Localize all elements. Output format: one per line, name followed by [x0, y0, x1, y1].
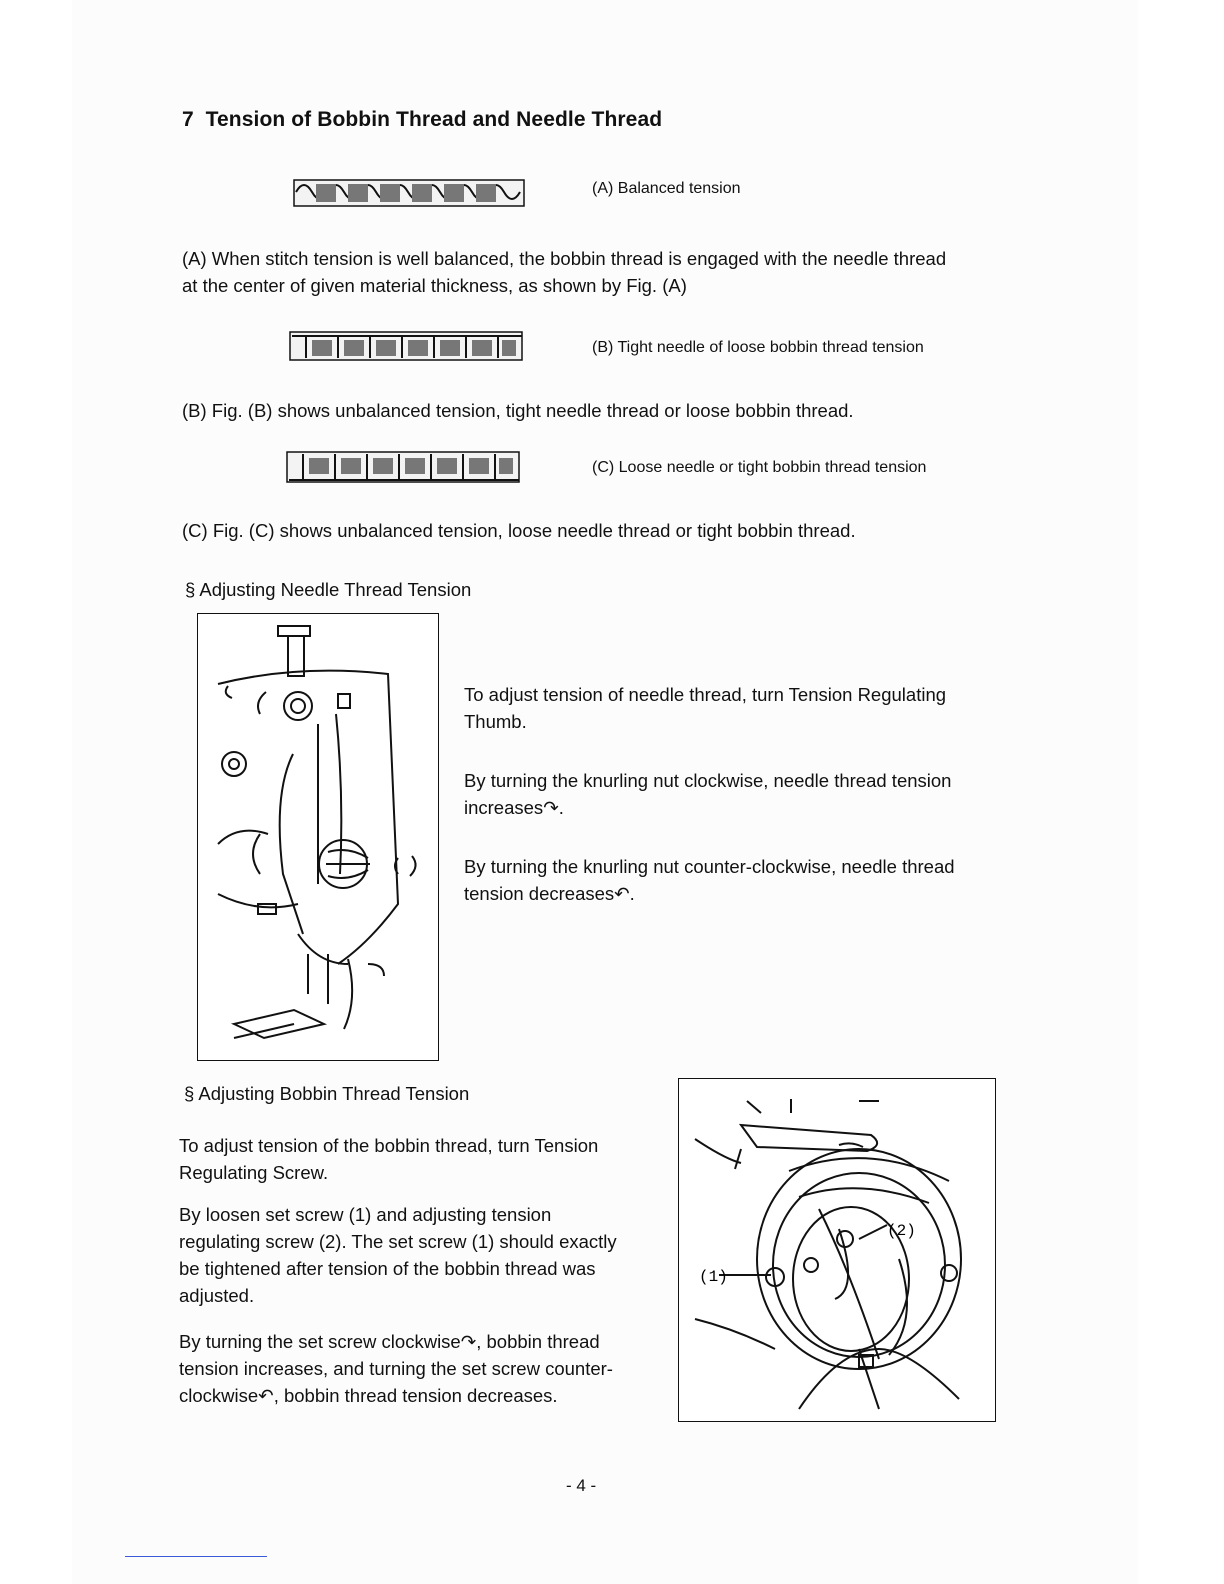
paragraph-b: (B) Fig. (B) shows unbalanced tension, tight needle thread or loose bobbin thread. [182, 400, 854, 421]
clockwise-arrow-icon: ↷ [543, 797, 559, 818]
bobbin-paragraph-1: To adjust tension of the bobbin thread, turn Tension Regulating Screw. [179, 1135, 599, 1183]
sewing-head-drawing [198, 614, 438, 1060]
clockwise-arrow-icon: ↷ [460, 1331, 477, 1352]
page-number: - 4 - [566, 1476, 597, 1495]
stitch-figure-c [283, 448, 523, 488]
bobbin-section-heading: § Adjusting Bobbin Thread Tension [184, 1083, 470, 1104]
bobbin-case-illustration [678, 1078, 996, 1422]
needle-paragraph-3: By turning the knurling nut counter-clockwise, needle thread tension decreases↶. [464, 856, 955, 904]
paragraph-c: (C) Fig. (C) shows unbalanced tension, loose needle thread or tight bobbin thread. [182, 520, 856, 541]
regulating-screw-label: (2) [887, 1222, 916, 1240]
figure-b-caption: (B) Tight needle of loose bobbin thread tension [592, 339, 924, 356]
stitch-figure-a [290, 172, 530, 214]
bobbin-paragraph-3: By turning the set screw clockwise↷, bobbin thread tension increases, and turning the set screw counter- clockwise↶, bobbin thread tension decreases. [179, 1331, 613, 1406]
footer-rule [125, 1556, 267, 1557]
needle-section-heading: § Adjusting Needle Thread Tension [185, 579, 472, 600]
bobbin-paragraph-2: By loosen set screw (1) and adjusting tension regulating screw (2). The set screw (1) should exactly be tightened after tension of the bobbin thread was adjusted. [179, 1204, 617, 1306]
paragraph-a: (A) When stitch tension is well balanced, the bobbin thread is engaged with the needle thread at the center of given material thickness, as shown by Fig. (A) [182, 248, 947, 296]
needle-paragraph-1: To adjust tension of needle thread, turn Tension Regulating Thumb. [464, 684, 947, 732]
counter-clockwise-arrow-icon: ↶ [258, 1385, 274, 1406]
section-heading: 7 Tension of Bobbin Thread and Needle Thread [182, 108, 663, 131]
counter-clockwise-arrow-icon: ↶ [614, 883, 630, 904]
figure-c-caption: (C) Loose needle or tight bobbin thread tension [592, 459, 927, 476]
needle-tension-illustration [197, 613, 439, 1061]
set-screw-label: (1) [699, 1268, 728, 1286]
needle-paragraph-2: By turning the knurling nut clockwise, needle thread tension increases↷. [464, 770, 952, 818]
figure-a-caption: (A) Balanced tension [592, 180, 741, 197]
bobbin-case-drawing [679, 1079, 995, 1421]
stitch-figure-b [286, 328, 526, 364]
